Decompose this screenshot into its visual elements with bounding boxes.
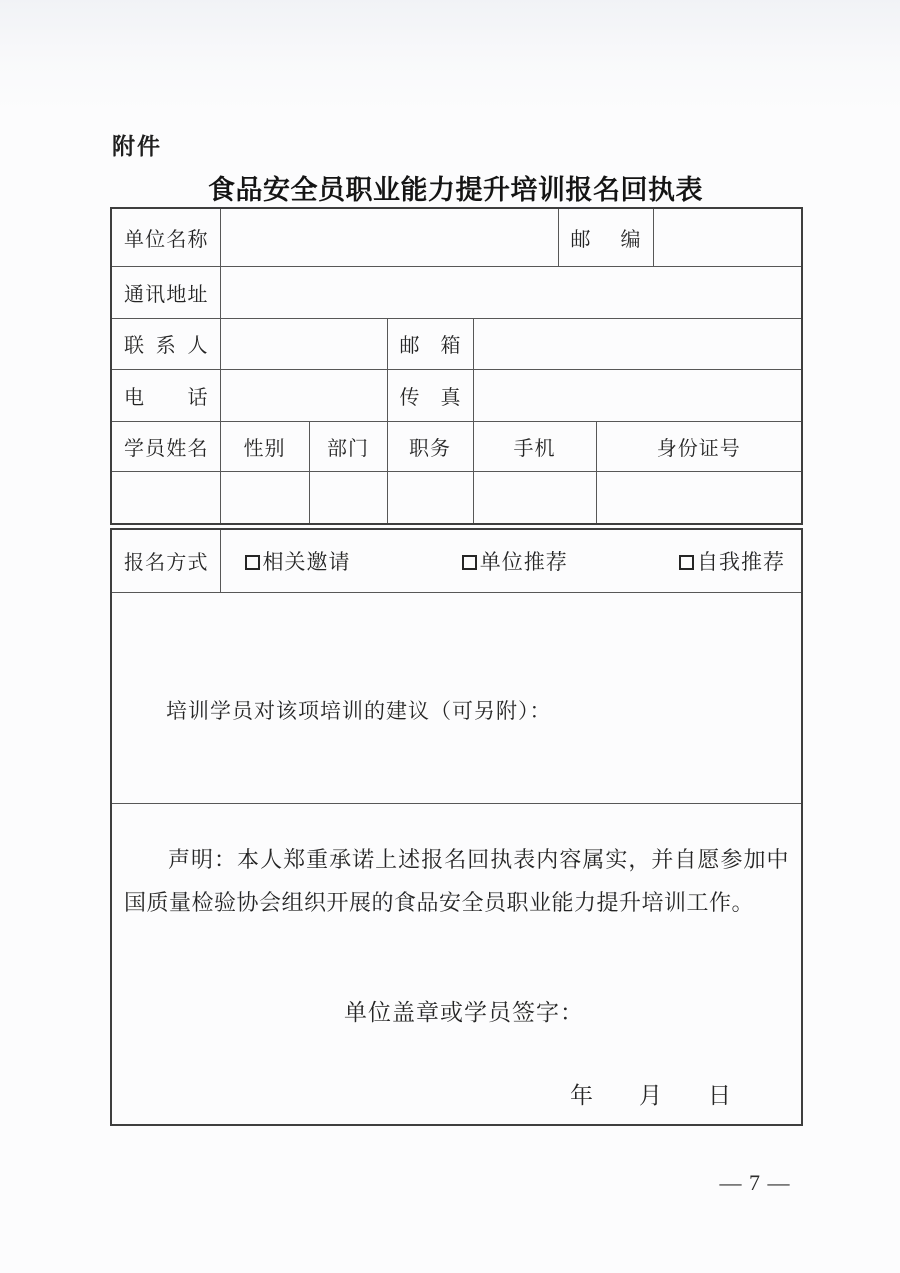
id-number-header: 身份证号 xyxy=(596,421,802,471)
suggestion-label: 培训学员对该项培训的建议（可另附）： xyxy=(166,698,552,723)
fax-label: 传 真 xyxy=(387,369,473,421)
address-field xyxy=(220,266,802,318)
registration-options-cell xyxy=(220,529,802,592)
phone-field xyxy=(220,369,387,421)
registration-method-row xyxy=(111,529,802,592)
date-line: 年 月 日 xyxy=(570,1082,731,1108)
option-unit-recommend: 单位推荐 xyxy=(462,546,568,576)
postal-code-label: 邮 编 xyxy=(558,208,653,266)
fax-field xyxy=(473,369,802,421)
gender-field xyxy=(220,471,309,524)
address-label: 通 讯 地 址 xyxy=(111,266,220,318)
gender-header: 性别 xyxy=(220,421,309,471)
student-name-header: 学 员 姓 名 xyxy=(111,421,220,471)
contact-row xyxy=(111,318,802,369)
signature-label: 单位盖章或学员签字： xyxy=(344,999,584,1025)
page-number: — 7 — xyxy=(719,1170,791,1195)
attachment-label: 附件 xyxy=(112,133,162,159)
option-self-recommend: 自我推荐 xyxy=(679,546,785,576)
phone-label: 电 话 xyxy=(111,369,220,421)
unit-name-field xyxy=(220,208,558,266)
id-number-field xyxy=(596,471,802,524)
declaration-text: 声明：本人郑重承诺上述报名回执表内容属实，并自愿参加中国质量检验协会组织开展的食品安全员职业能力提升培训工作。 xyxy=(124,846,789,915)
contact-field xyxy=(220,318,387,369)
phone-row xyxy=(111,369,802,421)
email-field xyxy=(473,318,802,369)
option-invitation: 相关邀请 xyxy=(245,546,351,576)
checkbox-icon xyxy=(679,555,694,570)
email-label: 邮 箱 xyxy=(387,318,473,369)
address-row xyxy=(111,266,802,318)
contact-label: 联 系 人 xyxy=(111,318,220,369)
registration-method-label: 报 名 方 式 xyxy=(111,529,220,592)
unit-name-label: 单 位 名 称 xyxy=(111,208,220,266)
student-header-row xyxy=(111,421,802,471)
declaration-row xyxy=(111,803,802,1125)
scan-artifact xyxy=(0,0,900,115)
contact-info-table xyxy=(110,207,803,525)
student-name-field xyxy=(111,471,220,524)
suggestion-section xyxy=(111,592,802,803)
mobile-field xyxy=(473,471,596,524)
registration-table xyxy=(110,528,803,1126)
declaration-section xyxy=(111,803,802,1125)
checkbox-icon xyxy=(462,555,477,570)
form-title: 食品安全员职业能力提升培训报名回执表 xyxy=(208,175,703,205)
postal-code-field xyxy=(653,208,802,266)
student-entry-row xyxy=(111,471,802,524)
suggestion-row xyxy=(111,592,802,803)
department-header: 部门 xyxy=(309,421,387,471)
checkbox-icon xyxy=(245,555,260,570)
unit-name-row xyxy=(111,208,802,266)
department-field xyxy=(309,471,387,524)
mobile-header: 手机 xyxy=(473,421,596,471)
position-header: 职务 xyxy=(387,421,473,471)
position-field xyxy=(387,471,473,524)
